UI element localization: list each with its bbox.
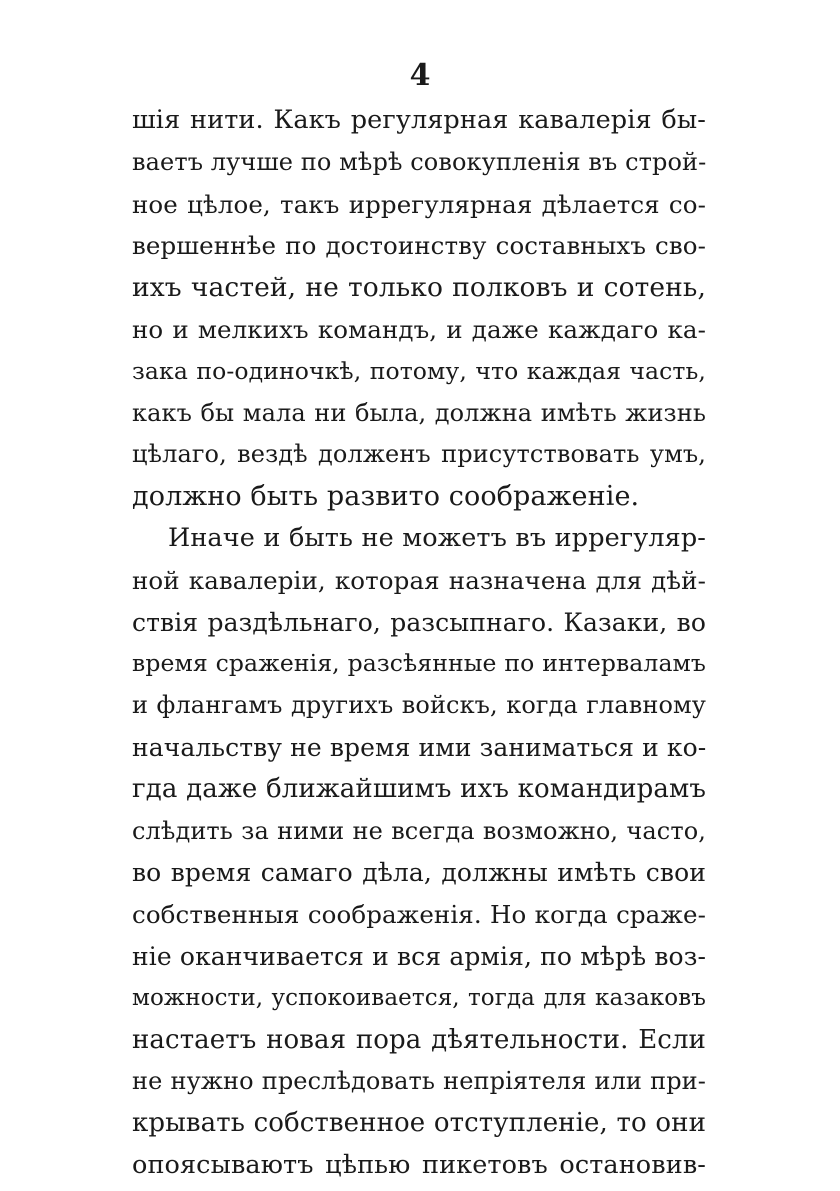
text-line: можности, успокоивается, тогда для казаковъ <box>132 984 706 1011</box>
text-line: но и мелкихъ командъ, и даже каждаго ка- <box>132 314 706 344</box>
text-line: не нужно преслѣдовать непріятеля или при- <box>132 1067 706 1096</box>
text-line: ствія раздѣльнаго, разсыпнаго. Казаки, во <box>132 607 706 637</box>
text-line: ной кавалеріи, которая назначена для дѣй- <box>132 565 706 595</box>
text-line: цѣлаго, вездѣ долженъ присутствовать умъ, <box>132 440 706 469</box>
text-line: время сраженія, разсѣянные по интерваламъ <box>132 649 706 678</box>
text-line: крывать собственное отступленіе, то они <box>132 1108 706 1139</box>
text-line: гда даже ближайшимъ ихъ командирамъ <box>132 773 706 804</box>
text-line: настаетъ новая пора дѣятельности. Если <box>132 1024 706 1055</box>
paragraph-1 <box>132 100 706 518</box>
page-number: 4 <box>409 58 431 93</box>
text-line: зака по-одиночкѣ, потому, что каждая часть, <box>132 356 706 385</box>
text-line: во время самаго дѣла, должны имѣть свои <box>132 858 706 888</box>
text-line: Иначе и быть не можетъ въ иррегуляр- <box>168 522 706 553</box>
text-line: собственныя соображенія. Но когда сраже- <box>132 900 706 930</box>
text-line: ніе оканчивается и вся армія, по мѣрѣ воз- <box>132 941 706 971</box>
text-line: слѣдить за ними не всегда возможно, часто, <box>132 816 706 845</box>
text-line: опоясываютъ цѣпью пикетовъ остановив- <box>132 1149 706 1180</box>
text-line: ихъ частей, не только полковъ и сотень, <box>132 272 706 304</box>
text-line: вершеннѣе по достоинству составныхъ сво- <box>132 231 706 261</box>
text-line: должно быть развито соображеніе. <box>132 481 640 513</box>
body-text <box>132 100 706 1187</box>
text-line: какъ бы мала ни была, должна имѣть жизнь <box>132 398 706 427</box>
text-line: и флангамъ другихъ войскъ, когда главному <box>132 691 706 720</box>
text-line: ное цѣлое, такъ иррегулярная дѣлается со- <box>132 189 706 219</box>
text-line: ваетъ лучше по мѣрѣ совокупленія въ строй- <box>132 147 707 176</box>
text-line: начальству не время ими заниматься и ко- <box>132 732 707 762</box>
text-line: шія нити. Какъ регулярная кавалерія бы- <box>132 105 706 135</box>
paragraph-2 <box>132 518 706 1187</box>
